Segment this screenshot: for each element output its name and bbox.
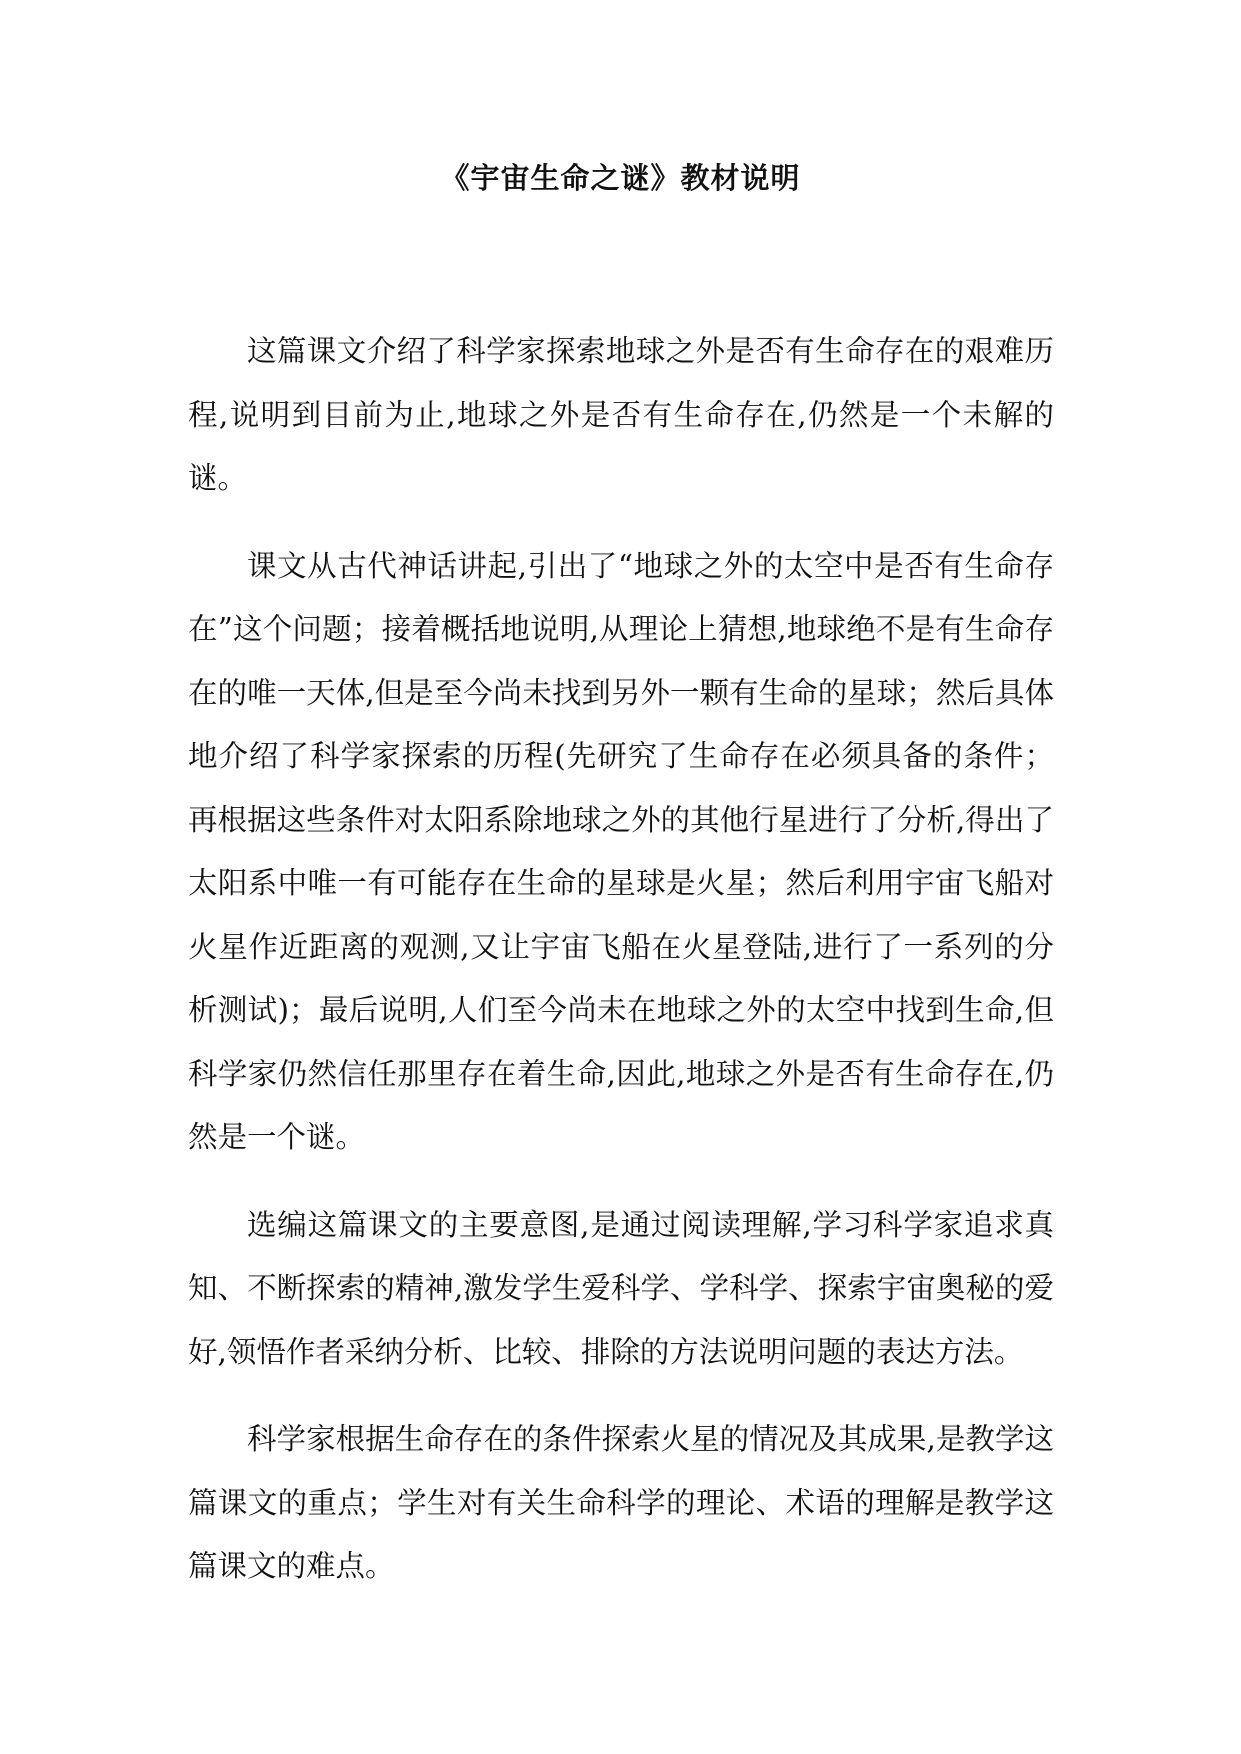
- paragraph-intent: 选编这篇课文的主要意图,是通过阅读理解,学习科学家追求真知、不断探索的精神,激发学生爱科学、学科学、探索宇宙奥秘的爱好,领悟作者采纳分析、比较、排除的方法说明问题的表达方法。: [188, 1207, 1054, 1369]
- document-body: [188, 320, 1054, 1623]
- document-title: 《宇宙生命之谜》教材说明: [440, 161, 801, 195]
- paragraph-intro: 这篇课文介绍了科学家探索地球之外是否有生命存在的艰难历程,说明到目前为止,地球之外是否有生命存在,仍然是一个未解的谜。: [188, 334, 1054, 495]
- paragraph-structure: 课文从古代神话讲起,引出了“地球之外的太空中是否有生命存在”这个问题；接着概括地说明,从理论上猜想,地球绝不是有生命存在的唯一天体,但是至今尚未找到另外一颗有生命的星球；然后具体地介绍了科学家探索的历程(先研究了生命存在必须具备的条件；再根据这些条件对太阳系除地球之外的其他行星进行了分析,得出了太阳系中唯一有可能存在生命的星球是火星；然后利用宇宙飞船对火星作近距离的观测,又让宇宙飞船在火星登陆,进行了一系列的分析测试)；最后说明,人们至今尚未在地球之外的太空中找到生命,但科学家仍然信任那里存在着生命,因此,地球之外是否有生命存在,仍然是一个谜。: [188, 548, 1054, 1154]
- paragraph-focus: 科学家根据生命存在的条件探索火星的情况及其成果,是教学这篇课文的重点；学生对有关生命科学的理论、术语的理解是教学这篇课文的难点。: [188, 1422, 1054, 1583]
